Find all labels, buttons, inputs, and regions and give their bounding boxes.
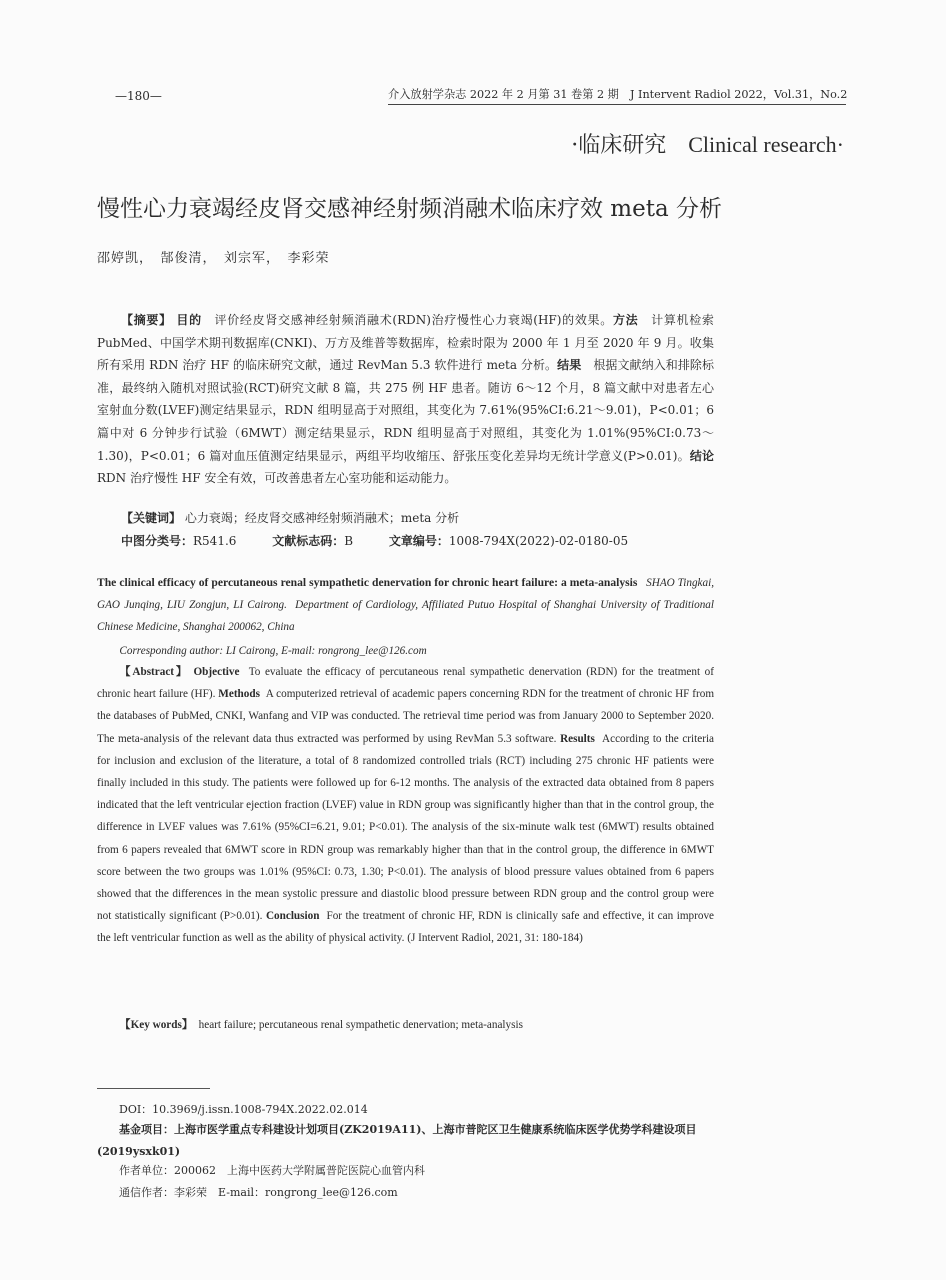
conclusion-en: For the treatment of chronic HF, RDN is clinically safe and effective, it can improve the left ventricular function as well as the ability of physical activity. xyxy=(97,910,714,945)
keywords-zh-text: 心力衰竭；经皮肾交感神经射频消融术；meta 分析 xyxy=(184,511,460,525)
footnote-corresponding: 通信作者：李彩荣 E-mail：rongrong_lee@126.com xyxy=(119,1186,398,1199)
column-heading-zh: ·临床研究 xyxy=(571,133,667,158)
column-heading xyxy=(571,128,844,159)
abstract-en xyxy=(97,661,714,950)
article-value: 1008-794X(2022)-02-0180-05 xyxy=(448,534,629,548)
abstract-zh xyxy=(97,309,714,490)
objective-zh-label: 目的 xyxy=(176,313,202,327)
page-number: —180— xyxy=(115,89,162,103)
keywords-en-text: heart failure; percutaneous renal sympathetic denervation; meta-analysis xyxy=(198,1019,523,1031)
affiliation-en: Department of Cardiology, Affiliated Putuo Hospital of Shanghai University of Traditional Chinese Medicine, Shanghai 200062, China xyxy=(97,599,715,634)
results-zh: 根据文献纳入和排除标准，最终纳入随机对照试验(RCT)研究文献 8 篇，共 275 例 HF 患者。随访 6～12 个月，8 篇文献中对患者左心室射血分数(LVEF)测定结果显示，RDN 组明显高于对照组，其变化为 7.61%(95%CI:6.21～9.01)，P<0.01；6 篇中对 6 分钟步行试验（6MWT）测定结果显示，RDN 组明显高于对照组，其变化为 1.01%(95%CI:0.73～1.30)，P<0.01；6 篇对血压值测定结果显示，两组平均收缩压、舒张压变化差异均无统计学意义(P>0.01)。 xyxy=(97,358,714,463)
footnote-affiliation: 作者单位：200062 上海中医药大学附属普陀医院心血管内科 xyxy=(119,1164,425,1177)
keywords-zh-label: 【关键词】 xyxy=(121,511,182,525)
clc-value: R541.6 xyxy=(193,534,237,548)
methods-zh-label: 方法 xyxy=(612,313,639,327)
abstract-zh-label: 【摘要】 xyxy=(121,313,172,327)
results-en: According to the criteria for inclusion and exclusion of the literature, a total of 8 randomized controlled trials (RCT) including 275 chronic HF patients were finally included in this study. The patients were followed up for 6-12 months. The analysis of the extracted data obtained from 8 papers indicated that the left ventricular ejection fraction (LVEF) value in RDN group was significantly higher than that in the control group, the difference in LVEF values was 7.61% (95%CI=6.21, 9.01; P<0.01). The analysis of the six-minute walk test (6MWT) results obtained from 6 papers revealed that 6MWT score in RDN group was remarkably higher than that in the control group, the difference in 6MWT score between the two groups was 1.01% (95%CI: 0.73, 1.30; P<0.01). The analysis of blood pressure values obtained from 6 papers showed that the differences in the mean systolic pressure and diastolic blood pressure between RDN group and the control group were not statistically significant (P>0.01). xyxy=(97,732,715,923)
running-header: 介入放射学杂志 2022 年 2 月第 31 卷第 2 期 J Intervent Radiol 2022，Vol.31，No.2 xyxy=(388,86,846,105)
results-en-label: Results xyxy=(560,732,595,745)
paper-title-zh: 慢性心力衰竭经皮肾交感神经射频消融术临床疗效 meta 分析 xyxy=(97,196,722,222)
keywords-en-label: 【Key words】 xyxy=(119,1019,194,1031)
classification-zh xyxy=(97,530,714,553)
doc-value: B xyxy=(344,534,354,548)
conclusion-en-label: Conclusion xyxy=(265,910,320,923)
article-label: 文章编号： xyxy=(388,534,449,548)
objective-zh: 评价经皮肾交感神经射频消融术(RDN)治疗慢性心力衰竭(HF)的效果。 xyxy=(214,313,613,327)
english-title-block xyxy=(97,572,714,639)
corresponding-author-en: Corresponding author: LI Cairong, E-mail: rongrong_lee@126.com xyxy=(119,645,427,657)
conclusion-zh-label: 结论 xyxy=(689,448,714,463)
authors-zh: 邵婷凯， 郜俊清， 刘宗军， 李彩荣 xyxy=(97,251,330,266)
keywords-zh xyxy=(97,507,714,530)
conclusion-zh: RDN 治疗慢性 HF 安全有效，可改善患者左心室功能和运动能力。 xyxy=(97,471,457,486)
paper-title-en: The clinical efficacy of percutaneous renal sympathetic denervation for chronic heart failure: a meta-analysis xyxy=(97,576,638,589)
keywords-en xyxy=(97,1014,714,1036)
doc-label: 文献标志码： xyxy=(272,534,345,548)
abstract-en-label: 【Abstract】 xyxy=(119,666,189,678)
clc-label: 中图分类号： xyxy=(121,534,194,548)
objective-en-label: Objective xyxy=(193,666,240,678)
citation-en: (J Intervent Radiol, 2021, 31: 180-184) xyxy=(407,932,583,945)
results-zh-label: 结果 xyxy=(557,358,582,373)
methods-en: A computerized retrieval of academic papers concerning RDN for the treatment of chronic HF from the databases of PubMed, CNKI, Wanfang and VIP was conducted. The retrieval time period was from January 2000 to September 2020. The meta-analysis of the relevant data thus extracted was performed by using RevMan 5.3 software. xyxy=(97,688,715,745)
footnote-divider xyxy=(97,1088,210,1089)
authors-en: SHAO Tingkai, GAO Junqing, LIU Zongjun, LI Cairong. xyxy=(97,577,715,612)
methods-en-label: Methods xyxy=(218,688,260,701)
footnote-doi: DOI：10.3969/j.issn.1008-794X.2022.02.014 xyxy=(119,1103,368,1116)
objective-en: To evaluate the efficacy of percutaneous renal sympathetic denervation (RDN) for the treatment of chronic heart failure (HF). xyxy=(97,666,714,701)
methods-zh: 计算机检索 PubMed、中国学术期刊数据库(CNKI)、万方及维普等数据库，检索时限为 2000 年 1 月至 2020 年 9 月。收集所有采用 RDN 治疗 HF 的临床研究文献，通过 RevMan 5.3 软件进行 meta 分析。 xyxy=(97,313,714,373)
column-heading-en: Clinical research· xyxy=(688,132,844,157)
footnote-funding: 基金项目：上海市医学重点专科建设计划项目(ZK2019A11)、上海市普陀区卫生健康系统临床医学优势学科建设项目(2019ysxk01) xyxy=(97,1123,697,1158)
